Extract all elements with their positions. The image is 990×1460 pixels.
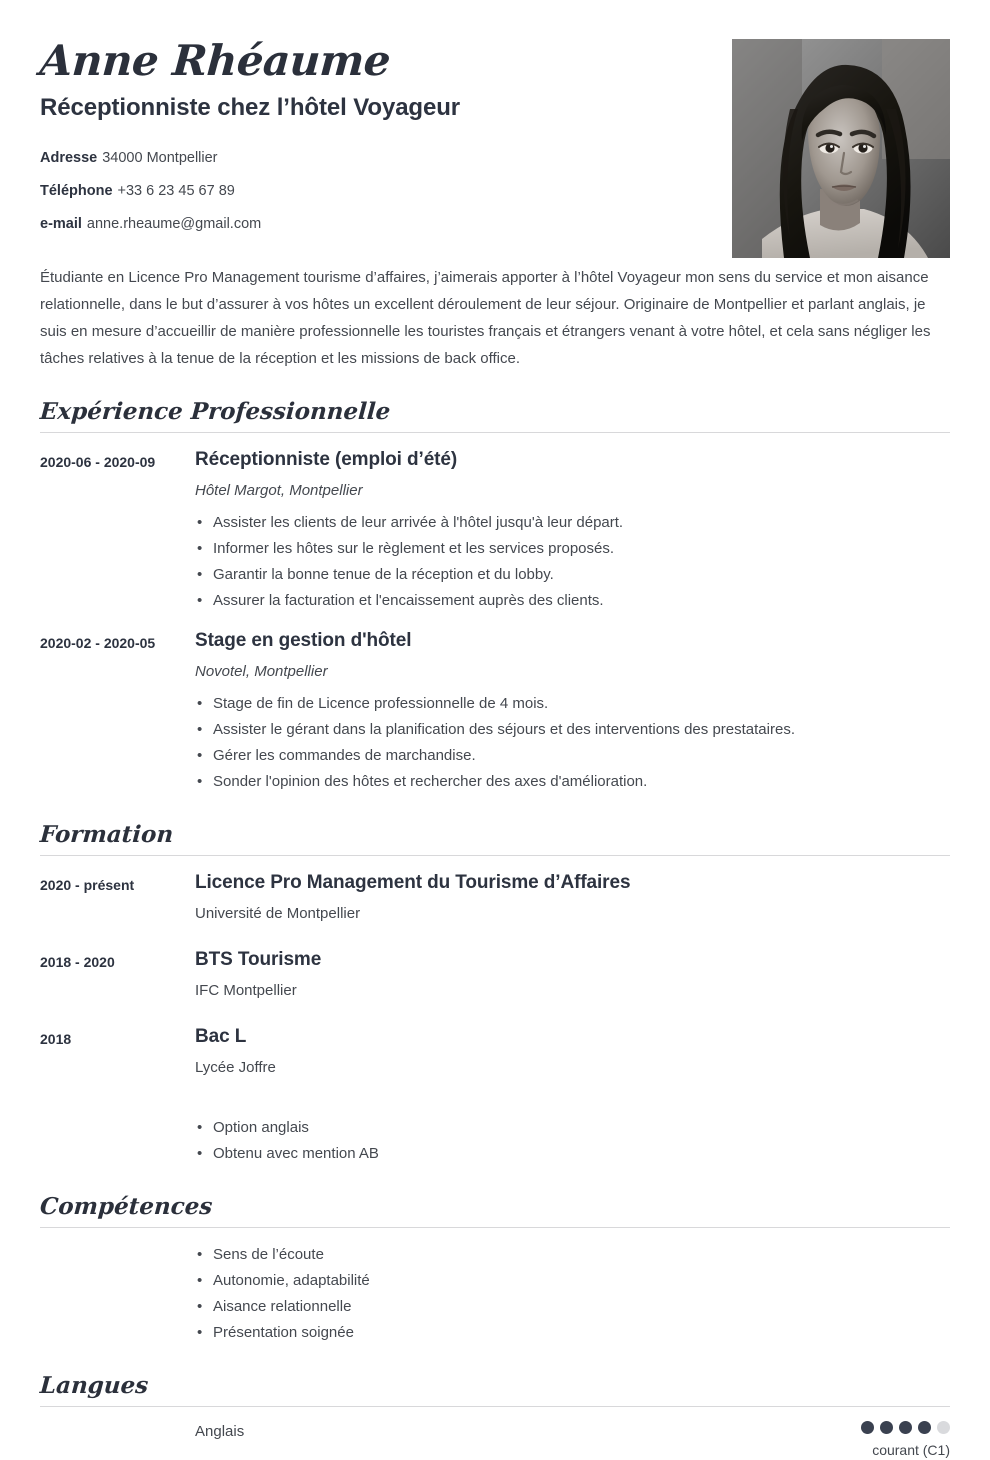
entry-heading: Licence Pro Management du Tourisme d’Affaires [195, 872, 631, 893]
level-dot-filled [880, 1421, 893, 1434]
list-item: • Sonder l'opinion des hôtes et rechercher des axes d'amélioration. [195, 769, 950, 794]
entry-subtitle: IFC Montpellier [195, 982, 297, 999]
level-dot-empty [937, 1421, 950, 1434]
list-item: • Sens de l’écoute [195, 1242, 370, 1267]
entry-subtitle: Lycée Joffre [195, 1059, 276, 1076]
section-competences [40, 1193, 950, 1346]
avatar [732, 39, 950, 258]
entry-bullet-list [195, 510, 950, 613]
section-divider [40, 432, 950, 433]
language-name: Anglais [195, 1423, 245, 1440]
entry-bullet-list [195, 1115, 950, 1166]
entry-subtitle: Université de Montpellier [195, 905, 361, 922]
list-item: • Assister les clients de leur arrivée à l'hôtel jusqu'à leur départ. [195, 510, 950, 535]
section-title-formation: Formation [39, 821, 175, 848]
list-item: • Présentation soignée [195, 1320, 370, 1345]
list-item: • Gérer les commandes de marchandise. [195, 743, 950, 768]
entry-subtitle: Novotel, Montpellier [195, 663, 328, 680]
entry-body [195, 1024, 950, 1167]
entry-heading: Bac L [195, 1026, 247, 1047]
resume-header [40, 0, 950, 234]
list-item: • Informer les hôtes sur le règlement et les services proposés. [195, 536, 950, 561]
list-item: • Garantir la bonne tenue de la réception et du lobby. [195, 562, 950, 587]
entry-date: 2018 - 2020 [40, 954, 115, 970]
entry-date: 2020-02 - 2020-05 [40, 635, 156, 651]
section-title-competences: Compétences [39, 1193, 214, 1220]
level-dot-filled [899, 1421, 912, 1434]
language-row [195, 1421, 950, 1460]
entry-spacer [195, 1087, 950, 1115]
contact-value-address: 34000 Montpellier [102, 150, 218, 166]
contact-value-phone: +33 6 23 45 67 89 [117, 183, 235, 199]
section-divider [40, 1227, 950, 1228]
experience-entry [40, 628, 950, 795]
entry-heading: Stage en gestion d'hôtel [195, 630, 412, 651]
section-title-langues: Langues [39, 1372, 150, 1399]
entry-bullet-list [195, 691, 950, 794]
level-dot-filled [918, 1421, 931, 1434]
entry-body [195, 870, 950, 933]
langues-body [40, 1421, 950, 1460]
section-formation [40, 821, 950, 1167]
language-level-label: courant (C1) [872, 1442, 950, 1458]
competences-list [195, 1242, 370, 1346]
portrait-photo-icon [732, 39, 950, 258]
list-item: • Option anglais [195, 1115, 950, 1140]
list-item: • Aisance relationnelle [195, 1294, 370, 1319]
entry-date: 2020-06 - 2020-09 [40, 454, 156, 470]
entry-heading: Réceptionniste (emploi d’été) [195, 449, 458, 470]
candidate-job-title: Réceptionniste chez l’hôtel Voyageur [40, 94, 461, 121]
entry-body [195, 947, 950, 1010]
section-title-experience: Expérience Professionnelle [39, 398, 392, 425]
candidate-name: Anne Rhéaume [38, 36, 392, 85]
entry-body [195, 628, 950, 795]
language-level [861, 1421, 950, 1460]
entry-subtitle: Hôtel Margot, Montpellier [195, 482, 363, 499]
competences-body [40, 1242, 950, 1346]
summary-paragraph: Étudiante en Licence Pro Management tourisme d’affaires, j’aimerais apporter à l’hôtel Voyageur mon sens du service et mon aisance relationnelle, dans le but d’assurer à vos hôtes un excellent déroulement de leur séjour. Originaire de Montpellier et parlant anglais, je suis en mesure d’accueillir de manière professionnelle les touristes français et étrangers venant à votre hôtel, et cela sans négliger les tâches relatives à la tenue de la réception et les missions de back office. [40, 269, 931, 367]
formation-entry [40, 1024, 950, 1167]
experience-entry [40, 447, 950, 614]
list-item: • Assister le gérant dans la planification des séjours et des interventions des prestataires. [195, 717, 950, 742]
entry-date: 2020 - présent [40, 877, 135, 893]
contact-label-phone: Téléphone [40, 183, 113, 199]
list-item: • Assurer la facturation et l'encaissement auprès des clients. [195, 588, 950, 613]
entry-date: 2018 [40, 1031, 72, 1047]
level-dot-filled [861, 1421, 874, 1434]
section-langues [40, 1372, 950, 1460]
list-item: • Obtenu avec mention AB [195, 1141, 950, 1166]
entry-heading: BTS Tourisme [195, 949, 322, 970]
section-experience [40, 398, 950, 795]
list-item: • Autonomie, adaptabilité [195, 1268, 370, 1293]
contact-value-email: anne.rheaume@gmail.com [86, 216, 262, 232]
entry-body [195, 447, 950, 614]
language-level-dots [861, 1421, 950, 1434]
contact-label-email: e-mail [40, 216, 82, 232]
formation-entry [40, 947, 950, 1010]
formation-entry [40, 870, 950, 933]
list-item: • Stage de fin de Licence professionnelle de 4 mois. [195, 691, 950, 716]
section-divider [40, 1406, 950, 1407]
contact-label-address: Adresse [40, 150, 98, 166]
section-divider [40, 855, 950, 856]
